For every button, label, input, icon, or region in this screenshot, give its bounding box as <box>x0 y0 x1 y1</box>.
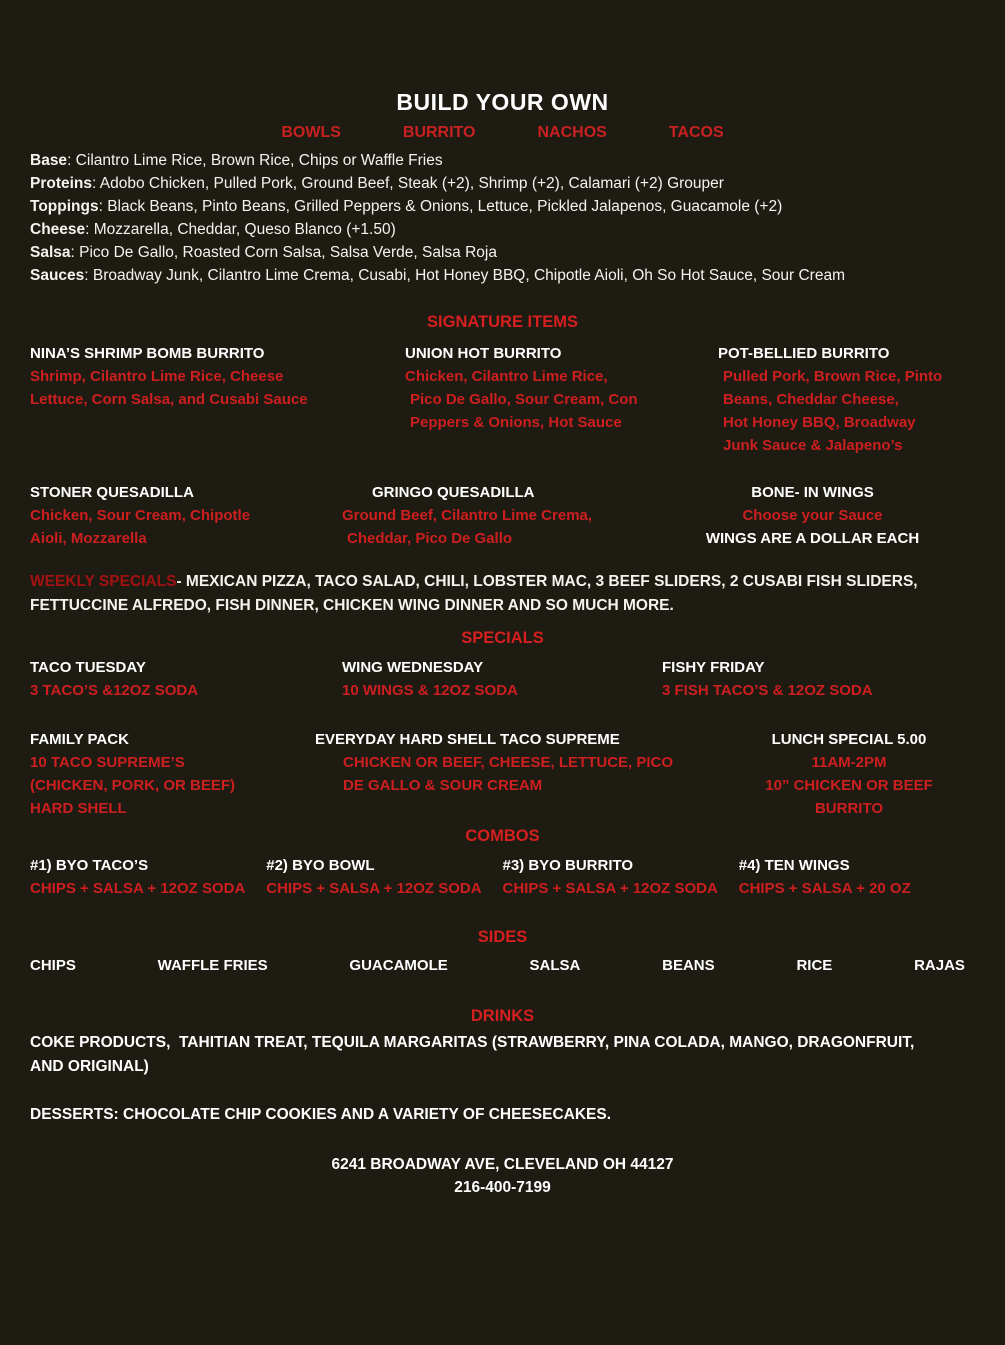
page-title: BUILD YOUR OWN <box>396 89 609 115</box>
item-desc-line: Ground Beef, Cilantro Lime Crema, <box>342 507 593 524</box>
item-name: BONE- IN WINGS <box>751 484 874 501</box>
byo-proteins-label: Proteins <box>30 175 93 192</box>
item-desc-line: CHICKEN OR BEEF, CHEESE, LETTUCE, PICO <box>343 754 674 771</box>
specials-row-packs <box>30 728 975 820</box>
item-name: FISHY FRIDAY <box>662 659 765 676</box>
item-desc-line: 11AM-2PM <box>811 754 887 771</box>
sides-row <box>30 954 975 977</box>
item-desc-line: CHIPS + SALSA + 20 OZ <box>738 880 911 897</box>
drinks-text: COKE PRODUCTS, TAHITIAN TREAT, TEQUILA MARGARITAS (STRAWBERRY, PINA COLADA, MANGO, DRAGONFRUIT, AND ORIGINAL) <box>30 1034 919 1075</box>
item-desc-line: Pulled Pork, Brown Rice, Pinto <box>723 368 943 385</box>
byo-salsa-value: : Pico De Gallo, Roasted Corn Salsa, Salsa Verde, Salsa Roja <box>70 244 497 261</box>
item-name: NINA’S SHRIMP BOMB BURRITO <box>30 345 265 362</box>
side-item-rice: RICE <box>796 957 833 974</box>
item-name: #3) BYO BURRITO <box>502 857 634 874</box>
address: 6241 BROADWAY AVE, CLEVELAND OH 44127 <box>331 1156 674 1173</box>
menu-item-union-hot-burrito <box>405 342 718 457</box>
item-desc-line: 10” CHICKEN OR BEEF <box>765 777 933 794</box>
item-desc-line: Peppers & Onions, Hot Sauce <box>410 414 622 431</box>
build-your-own-categories <box>30 124 975 142</box>
item-desc-line: CHIPS + SALSA + 12OZ SODA <box>502 880 718 897</box>
item-desc-line: Chicken, Sour Cream, Chipotle <box>30 507 251 524</box>
item-desc-line: Choose your Sauce <box>742 507 883 524</box>
desserts-text: DESSERTS: CHOCOLATE CHIP COOKIES AND A VARIETY OF CHEESECAKES. <box>30 1106 612 1123</box>
byo-cheese-value: : Mozzarella, Cheddar, Queso Blanco (+1.50) <box>85 221 396 238</box>
item-name: FAMILY PACK <box>30 731 129 748</box>
item-desc-line: Lettuce, Corn Salsa, and Cusabi Sauce <box>30 391 308 408</box>
category-tacos: TACOS <box>668 124 724 141</box>
item-desc-line: DE GALLO & SOUR CREAM <box>343 777 543 794</box>
category-bowls: BOWLS <box>281 124 341 141</box>
menu-item-ninas-shrimp-bomb-burrito <box>30 342 405 457</box>
side-item-beans: BEANS <box>662 957 715 974</box>
menu-item-fishy-friday <box>662 656 975 702</box>
item-desc-line: 10 TACO SUPREME’S <box>30 754 185 771</box>
item-desc-line: 3 TACO’S &12OZ SODA <box>30 682 199 699</box>
byo-salsa-label: Salsa <box>30 244 71 261</box>
signature-items-heading: SIGNATURE ITEMS <box>427 313 578 331</box>
menu-item-everyday-hard-shell-taco-supreme <box>315 728 763 820</box>
signature-row-quesadillas-wings <box>30 481 975 550</box>
drinks-heading: DRINKS <box>470 1007 535 1025</box>
side-item-guacamole: GUACAMOLE <box>349 957 448 974</box>
menu-item-pot-bellied-burrito <box>718 342 975 457</box>
menu-item-combo-3-byo-burrito <box>503 854 739 900</box>
item-desc-line: Chicken, Cilantro Lime Rice, <box>405 368 608 385</box>
signature-row-burritos <box>30 342 975 457</box>
menu-item-gringo-quesadilla <box>342 481 690 550</box>
item-name: LUNCH SPECIAL 5.00 <box>771 731 927 748</box>
byo-sauces-label: Sauces <box>30 267 85 284</box>
byo-toppings-value: : Black Beans, Pinto Beans, Grilled Peppers & Onions, Lettuce, Pickled Jalapenos, Guacamole (+2) <box>98 198 783 215</box>
menu-item-combo-1-byo-tacos <box>30 854 266 900</box>
item-name: #2) BYO BOWL <box>266 857 375 874</box>
weekly-specials-paragraph <box>30 570 950 618</box>
item-desc-line: BURRITO <box>814 800 884 817</box>
item-name: #4) TEN WINGS <box>738 857 850 874</box>
side-item-waffle-fries: WAFFLE FRIES <box>157 957 268 974</box>
sides-heading: SIDES <box>477 928 528 946</box>
item-name: GRINGO QUESADILLA <box>372 484 535 501</box>
footer <box>30 1153 975 1199</box>
menu-item-family-pack <box>30 728 315 820</box>
combos-row <box>30 854 975 900</box>
item-desc-line: Beans, Cheddar Cheese, <box>723 391 899 408</box>
item-name: UNION HOT BURRITO <box>405 345 562 362</box>
item-desc-line: Hot Honey BBQ, Broadway <box>723 414 916 431</box>
item-desc-line: Pico De Gallo, Sour Cream, Con <box>410 391 638 408</box>
menu-item-taco-tuesday <box>30 656 342 702</box>
menu-item-combo-2-byo-bowl <box>266 854 502 900</box>
byo-cheese-line <box>30 218 975 241</box>
byo-toppings-label: Toppings <box>30 198 99 215</box>
byo-base-value: : Cilantro Lime Rice, Brown Rice, Chips or Waffle Fries <box>67 152 443 169</box>
specials-row-weekdays <box>30 656 975 702</box>
side-item-rajas: RAJAS <box>914 957 965 974</box>
category-burrito: BURRITO <box>402 124 476 141</box>
byo-sauces-line <box>30 264 975 287</box>
item-name: EVERYDAY HARD SHELL TACO SUPREME <box>315 731 620 748</box>
byo-toppings-line <box>30 195 975 218</box>
byo-base-label: Base <box>30 152 68 169</box>
item-desc-line: CHIPS + SALSA + 12OZ SODA <box>30 880 246 897</box>
category-nachos: NACHOS <box>537 124 607 141</box>
combos-heading: COMBOS <box>465 827 540 845</box>
item-desc-line: Shrimp, Cilantro Lime Rice, Cheese <box>30 368 284 385</box>
byo-cheese-label: Cheese <box>30 221 86 238</box>
side-item-salsa: SALSA <box>529 957 581 974</box>
side-item-chips: CHIPS <box>30 957 76 974</box>
specials-heading: SPECIALS <box>461 629 544 647</box>
menu-item-wing-wednesday <box>342 656 662 702</box>
item-note: WINGS ARE A DOLLAR EACH <box>705 530 920 547</box>
menu-item-combo-4-ten-wings <box>739 854 975 900</box>
weekly-specials-text: - MEXICAN PIZZA, TACO SALAD, CHILI, LOBSTER MAC, 3 BEEF SLIDERS, 2 CUSABI FISH SLIDERS, FETTUCCINE ALFREDO, FISH DINNER, CHICKEN WING DINNER AND SO MUCH MORE. <box>30 573 918 614</box>
byo-salsa-line <box>30 241 975 264</box>
item-desc-line: (CHICKEN, PORK, OR BEEF) <box>30 777 236 794</box>
item-name: POT-BELLIED BURRITO <box>718 345 890 362</box>
byo-base-line <box>30 149 975 172</box>
byo-proteins-line <box>30 172 975 195</box>
weekly-specials-label: WEEKLY SPECIALS <box>30 573 177 590</box>
item-name: TACO TUESDAY <box>30 659 146 676</box>
build-your-own-options <box>30 149 975 287</box>
item-desc-line: Cheddar, Pico De Gallo <box>347 530 513 547</box>
item-desc-line: HARD SHELL <box>30 800 127 817</box>
byo-sauces-value: : Broadway Junk, Cilantro Lime Crema, Cusabi, Hot Honey BBQ, Chipotle Aioli, Oh So Hot Sauce, Sour Cream <box>84 267 845 284</box>
item-desc-line: 3 FISH TACO’S & 12OZ SODA <box>662 682 873 699</box>
item-name: #1) BYO TACO’S <box>30 857 149 874</box>
item-name: WING WEDNESDAY <box>342 659 484 676</box>
item-desc-line: Junk Sauce & Jalapeno’s <box>723 437 903 454</box>
phone-number: 216-400-7199 <box>454 1179 551 1196</box>
menu-item-bone-in-wings <box>690 481 975 550</box>
item-name: STONER QUESADILLA <box>30 484 194 501</box>
item-desc-line: 10 WINGS & 12OZ SODA <box>342 682 518 699</box>
menu-item-lunch-special <box>763 728 975 820</box>
byo-proteins-value: : Adobo Chicken, Pulled Pork, Ground Beef, Steak (+2), Shrimp (+2), Calamari (+2) Grouper <box>92 175 724 192</box>
item-desc-line: CHIPS + SALSA + 12OZ SODA <box>266 880 482 897</box>
item-desc-line: Aioli, Mozzarella <box>30 530 147 547</box>
menu-item-stoner-quesadilla <box>30 481 342 550</box>
